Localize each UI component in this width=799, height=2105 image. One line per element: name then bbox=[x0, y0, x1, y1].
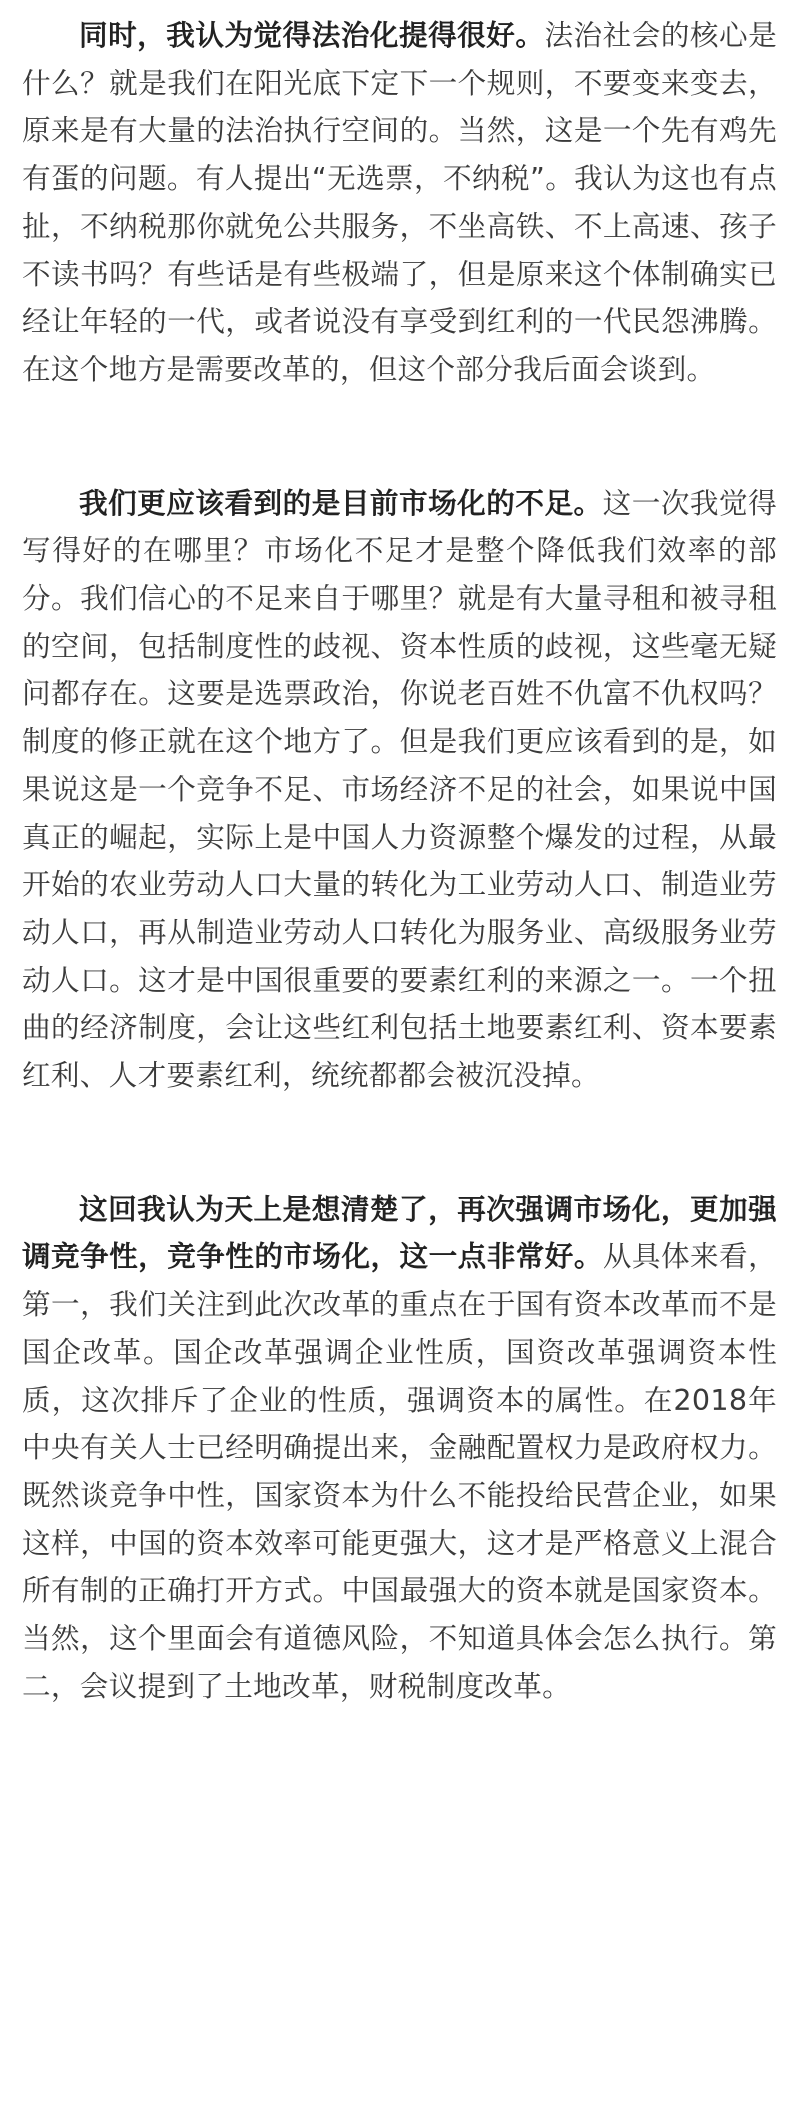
paragraph-marketization bbox=[22, 480, 777, 1100]
paragraph-text: 法治社会的核心是什么？就是我们在阳光底下定下一个规则，不要变来变去，原来是有大量的法治执行空间的。当然，这是一个先有鸡先有蛋的问题。有人提出“无选票，不纳税”。我认为这也有点扯，不纳税那你就免公共服务，不坐高铁、不上高速、孩子不读书吗？有些话是有些极端了，但是原来这个体制确实已经让年轻的一代，或者说没有享受到红利的一代民怨沸腾。在这个地方是需要改革的，但这个部分我后面会谈到。 bbox=[22, 18, 777, 386]
paragraph-text: 这一次我觉得写得好的在哪里？市场化不足才是整个降低我们效率的部分。我们信心的不足来自于哪里？就是有大量寻租和被寻租的空间，包括制度性的歧视、资本性质的歧视，这些毫无疑问都存在。这要是选票政治，你说老百姓不仇富不仇权吗？制度的修正就在这个地方了。但是我们更应该看到的是，如果说这是一个竞争不足、市场经济不足的社会，如果说中国真正的崛起，实际上是中国人力资源整个爆发的过程，从最开始的农业劳动人口大量的转化为工业劳动人口、制造业劳动人口，再从制造业劳动人口转化为服务业、高级服务业劳动人口。这才是中国很重要的要素红利的来源之一。一个扭曲的经济制度，会让这些红利包括土地要素红利、资本要素红利、人才要素红利，统统都都会被沉没掉。 bbox=[22, 485, 777, 1093]
paragraph-competition bbox=[22, 1186, 777, 1711]
paragraph-lead: 我们更应该看到的是目前市场化的不足。 bbox=[79, 485, 603, 520]
paragraph-lead: 这回我认为天上是想清楚了，再次强调市场化，更加强调竞争性，竞争性的市场化，这一点非常好。 bbox=[22, 1191, 777, 1274]
paragraph-rule-of-law bbox=[22, 12, 777, 394]
paragraph-text: 从具体来看，第一，我们关注到此次改革的重点在于国有资本改革而不是国企改革。国企改革强调企业性质，国资改革强调资本性质，这次排斥了企业的性质，强调资本的属性。在2018年中央有关人士已经明确提出来，金融配置权力是政府权力。既然谈竞争中性，国家资本为什么不能投给民营企业，如果这样，中国的资本效率可能更强大，这才是严格意义上混合所有制的正确打开方式。中国最强大的资本就是国家资本。当然，这个里面会有道德风险，不知道具体会怎么执行。第二，会议提到了土地改革，财税制度改革。 bbox=[22, 1239, 777, 1703]
paragraph-lead: 同时，我认为觉得法治化提得很好。 bbox=[79, 18, 545, 52]
